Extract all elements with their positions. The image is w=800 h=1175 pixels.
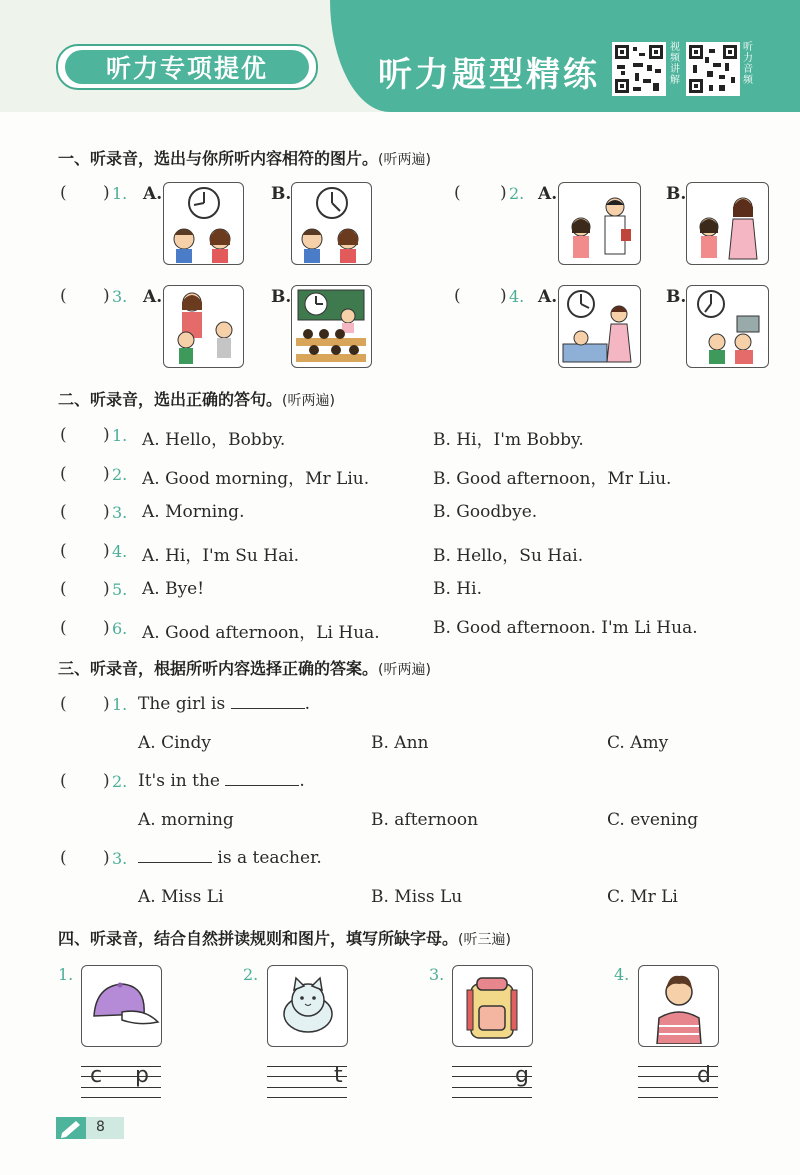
option-b-text[interactable]: B. Good afternoon. I'm Li Hua.	[433, 618, 698, 638]
option-a-text[interactable]: A. Hello，Bobby.	[142, 430, 286, 450]
question-text	[138, 694, 310, 714]
question-number: 5.	[112, 580, 128, 599]
picture-girl-male-teacher[interactable]	[558, 182, 641, 265]
section-2-title-text: 二、听录音，选出正确的答句。	[58, 390, 283, 409]
question-text	[138, 848, 322, 868]
header-pill-label: 听力专项提优	[65, 50, 309, 84]
option-b-text[interactable]: B. Hi，I'm Bobby.	[433, 430, 584, 450]
answer-paren-close[interactable]: )	[103, 464, 110, 484]
option-b-text[interactable]: B. Miss Lu	[371, 887, 463, 907]
option-label: A.	[143, 287, 163, 307]
section-2-note: (听两遍)	[282, 393, 335, 409]
given-letter: c	[90, 1063, 103, 1088]
picture-girl-female-teacher[interactable]	[686, 182, 769, 265]
option-b-text[interactable]: B. Hello，Su Hai.	[433, 546, 584, 566]
question-text-after: .	[304, 694, 311, 714]
option-label: B.	[666, 287, 687, 307]
option-a-text[interactable]: A. Miss Li	[138, 887, 224, 907]
answer-blank[interactable]	[225, 771, 299, 786]
option-a-text[interactable]: A. morning	[138, 810, 234, 830]
answer-paren-open: (	[454, 183, 461, 203]
question-number: 3.	[112, 287, 128, 306]
question-number: 4.	[509, 287, 525, 306]
qr-code-audio-icon[interactable]	[686, 42, 740, 96]
option-c-text[interactable]: C. Amy	[607, 733, 669, 753]
question-number: 2.	[509, 184, 525, 203]
answer-paren-close[interactable]: )	[103, 848, 110, 868]
answer-paren-open: (	[454, 286, 461, 306]
question-number: 2.	[112, 772, 128, 791]
given-letter: p	[135, 1063, 149, 1088]
section-1-note: (听两遍)	[378, 152, 431, 168]
option-b-text[interactable]: B. afternoon	[371, 810, 479, 830]
question-text-after: is a teacher.	[212, 848, 322, 868]
section-3-title	[58, 656, 431, 679]
question-text-before: The girl is	[138, 694, 231, 714]
question-text-before: It's in the	[138, 771, 226, 791]
option-b-text[interactable]: B. Good afternoon，Mr Liu.	[433, 469, 672, 489]
section-4-title-text: 四、听录音，结合自然拼读规则和图片，填写所缺字母。	[58, 929, 459, 948]
option-b-text[interactable]: B. Goodbye.	[433, 502, 538, 522]
option-a-text[interactable]: A. Good afternoon，Li Hua.	[142, 623, 380, 643]
answer-paren-open: (	[60, 771, 67, 791]
question-number: 3.	[429, 965, 445, 984]
option-label: B.	[271, 184, 292, 204]
answer-paren-close[interactable]: )	[103, 618, 110, 638]
question-number: 4.	[112, 542, 128, 561]
picture-cat	[267, 965, 348, 1047]
header-pill	[56, 44, 318, 90]
answer-paren-close[interactable]: )	[103, 286, 110, 306]
picture-cap	[81, 965, 162, 1047]
section-4-title	[58, 926, 511, 949]
section-3-title-text: 三、听录音，根据所听内容选择正确的答案。	[58, 659, 379, 678]
section-1-title	[58, 146, 431, 169]
given-letter: t	[334, 1063, 343, 1088]
answer-blank[interactable]	[138, 848, 212, 863]
option-b-text[interactable]: B. Ann	[371, 733, 429, 753]
question-number: 3.	[112, 849, 128, 868]
picture-bedroom-night[interactable]	[558, 285, 641, 368]
picture-family-evening[interactable]	[686, 285, 769, 368]
answer-paren-close[interactable]: )	[103, 694, 110, 714]
option-c-text[interactable]: C. evening	[607, 810, 699, 830]
given-letter: g	[515, 1063, 529, 1088]
answer-paren-open: (	[60, 579, 67, 599]
option-a-text[interactable]: A. Cindy	[138, 733, 211, 753]
section-1-title-text: 一、听录音，选出与你所听内容相符的图片。	[58, 149, 379, 168]
answer-paren-close[interactable]: )	[103, 183, 110, 203]
answer-paren-close[interactable]: )	[103, 579, 110, 599]
option-label: A.	[538, 287, 558, 307]
answer-paren-close[interactable]: )	[500, 183, 507, 203]
answer-paren-open: (	[60, 464, 67, 484]
pencil-icon	[56, 1117, 86, 1139]
section-4-note: (听三遍)	[458, 932, 511, 948]
question-number: 4.	[614, 965, 630, 984]
question-number: 1.	[112, 695, 128, 714]
question-number: 2.	[112, 465, 128, 484]
page-number: 8	[96, 1119, 105, 1135]
picture-kids-clock-morning[interactable]	[163, 182, 244, 265]
option-label: A.	[538, 184, 558, 204]
question-number: 2.	[243, 965, 259, 984]
answer-paren-open: (	[60, 502, 67, 522]
answer-paren-close[interactable]: )	[103, 502, 110, 522]
section-3-note: (听两遍)	[378, 662, 431, 678]
qr-video-label: 视频讲解	[670, 42, 680, 86]
picture-boy	[638, 965, 719, 1047]
option-c-text[interactable]: C. Mr Li	[607, 887, 678, 907]
option-a-text[interactable]: A. Hi，I'm Su Hai.	[142, 546, 300, 566]
header-title: 听力题型精练	[378, 55, 600, 95]
question-text	[138, 771, 305, 791]
picture-classroom[interactable]	[291, 285, 372, 368]
answer-paren-open: (	[60, 541, 67, 561]
answer-blank[interactable]	[231, 694, 305, 709]
qr-audio-label: 听力音频	[743, 42, 753, 86]
option-a-text[interactable]: A. Morning.	[142, 502, 245, 522]
picture-kids-clock-afternoon[interactable]	[291, 182, 372, 265]
question-number: 3.	[112, 503, 128, 522]
option-a-text[interactable]: A. Good morning，Mr Liu.	[142, 469, 370, 489]
answer-paren-open: (	[60, 425, 67, 445]
qr-code-video-icon[interactable]	[612, 42, 666, 96]
answer-paren-open: (	[60, 618, 67, 638]
answer-paren-close[interactable]: )	[500, 286, 507, 306]
given-letter: d	[697, 1063, 711, 1088]
answer-paren-open: (	[60, 848, 67, 868]
answer-paren-open: (	[60, 183, 67, 203]
question-number: 1.	[112, 184, 128, 203]
picture-bag	[452, 965, 533, 1047]
answer-paren-open: (	[60, 694, 67, 714]
option-label: A.	[143, 184, 163, 204]
answer-paren-open: (	[60, 286, 67, 306]
section-2-title	[58, 387, 335, 410]
picture-teacher-greeting-kids[interactable]	[163, 285, 244, 368]
answer-paren-close[interactable]: )	[103, 771, 110, 791]
question-number: 6.	[112, 619, 128, 638]
option-a-text[interactable]: A. Bye!	[142, 579, 205, 599]
question-number: 1.	[112, 426, 128, 445]
answer-paren-close[interactable]: )	[103, 541, 110, 561]
option-b-text[interactable]: B. Hi.	[433, 579, 482, 599]
answer-paren-close[interactable]: )	[103, 425, 110, 445]
option-label: B.	[271, 287, 292, 307]
question-text-after: .	[299, 771, 305, 791]
question-number: 1.	[58, 965, 74, 984]
option-label: B.	[666, 184, 687, 204]
